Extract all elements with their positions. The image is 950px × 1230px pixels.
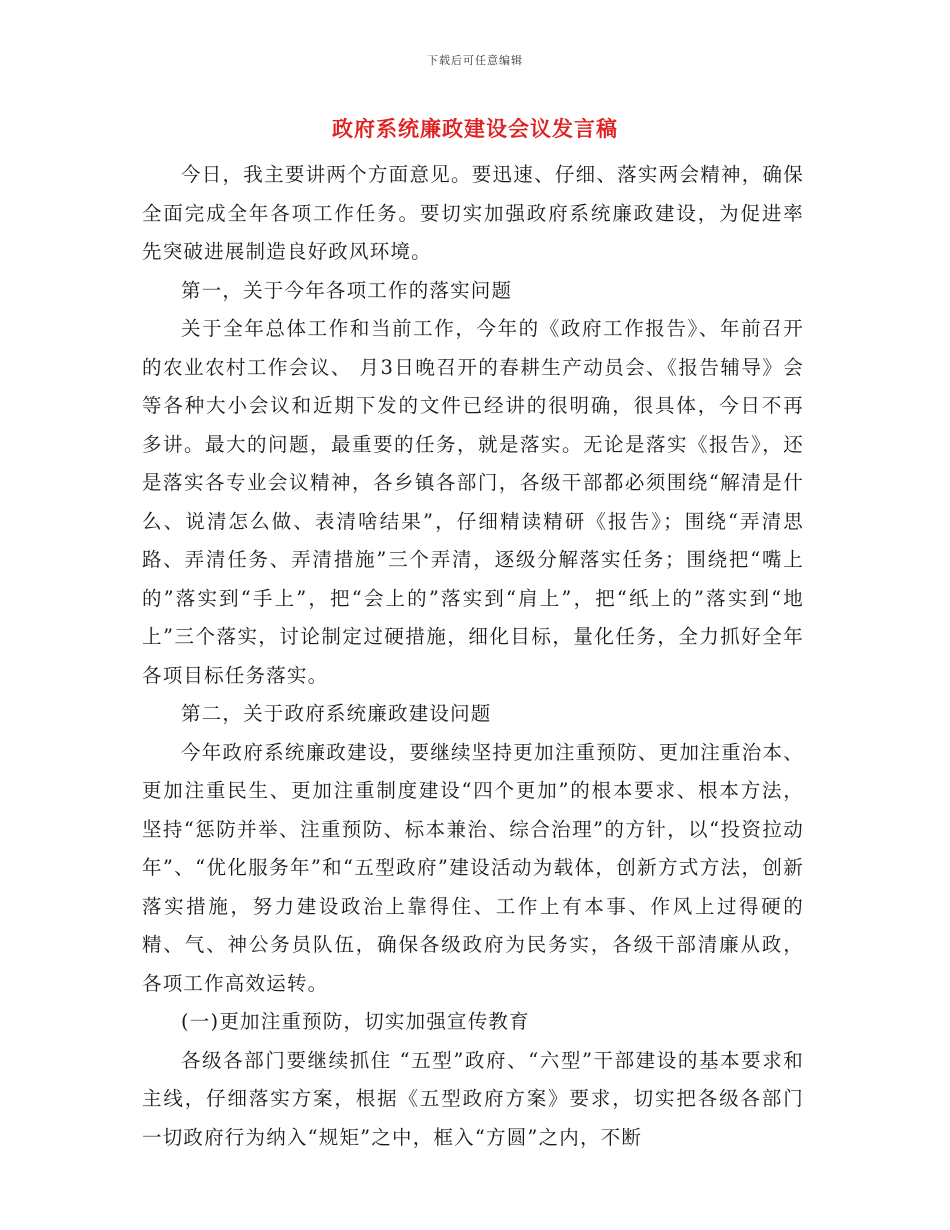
paragraph-implementation: 关于全年总体工作和当前工作，今年的《政府工作报告》、年前召开的农业农村工作会议、 月3日晚召开的春耕生产动员会、《报告辅导》会等各种大小会议和近期下发的文件已经讲的很明确，很具体，今日不再多讲。最大的问题，最重要的任务，就是落实。无论是落实《报告》，还是落实各专业会议精神，各乡镇各部门，各级干部都必须围绕“解清是什么、说清怎么做、表清啥结果”，仔细精读精研《报告》；围绕“弄清思路、弄清任务、弄清措施”三个弄清，逐级分解落实任务；围绕把“嘴上的”落实到“手上”，把“会上的”落实到“肩上”，把“纸上的”落实到“地上”三个落实，讨论制定过硬措施，细化目标，量化任务，全力抓好全年各项目标任务落实。: [142, 317, 804, 687]
header-note: 下载后可任意编辑: [427, 54, 523, 67]
subsection-heading-prevention: (一)更加注重预防，切实加强宣传教育: [181, 1010, 530, 1033]
paragraph-integrity: 今年政府系统廉政建设，要继续坚持更加注重预防、更加注重治本、更加注重民生、更加注重制度建设“四个更加”的根本要求、根本方法，坚持“惩防并举、注重预防、标本兼治、综合治理”的方针，以“投资拉动年”、“优化服务年”和“五型政府”建设活动为载体，创新方式方法，创新落实措施，努力建设政治上靠得住、工作上有本事、作风上过得硬的精、气、神公务员队伍，确保各级政府为民务实，各级干部清廉从政，各项工作高效运转。: [142, 740, 804, 995]
document-title: 政府系统廉政建设会议发言稿: [332, 116, 618, 141]
section-heading-second: 第二，关于政府系统廉政建设问题: [181, 702, 492, 725]
section-heading-first: 第一，关于今年各项工作的落实问题: [181, 278, 513, 302]
paragraph-prevention: 各级各部门要继续抓住 “五型”政府、“六型”干部建设的基本要求和主线，仔细落实方案，根据《五型政府方案》要求，切实把各级各部门一切政府行为纳入“规矩”之中，框入“方圆”之内，不断: [142, 1048, 804, 1149]
document-body: [142, 156, 804, 1157]
paragraph-intro: 今日，我主要讲两个方面意见。要迅速、仔细、落实两会精神，确保全面完成全年各项工作任务。要切实加强政府系统廉政建设，为促进率先突破进展制造良好政风环境。: [142, 163, 804, 263]
